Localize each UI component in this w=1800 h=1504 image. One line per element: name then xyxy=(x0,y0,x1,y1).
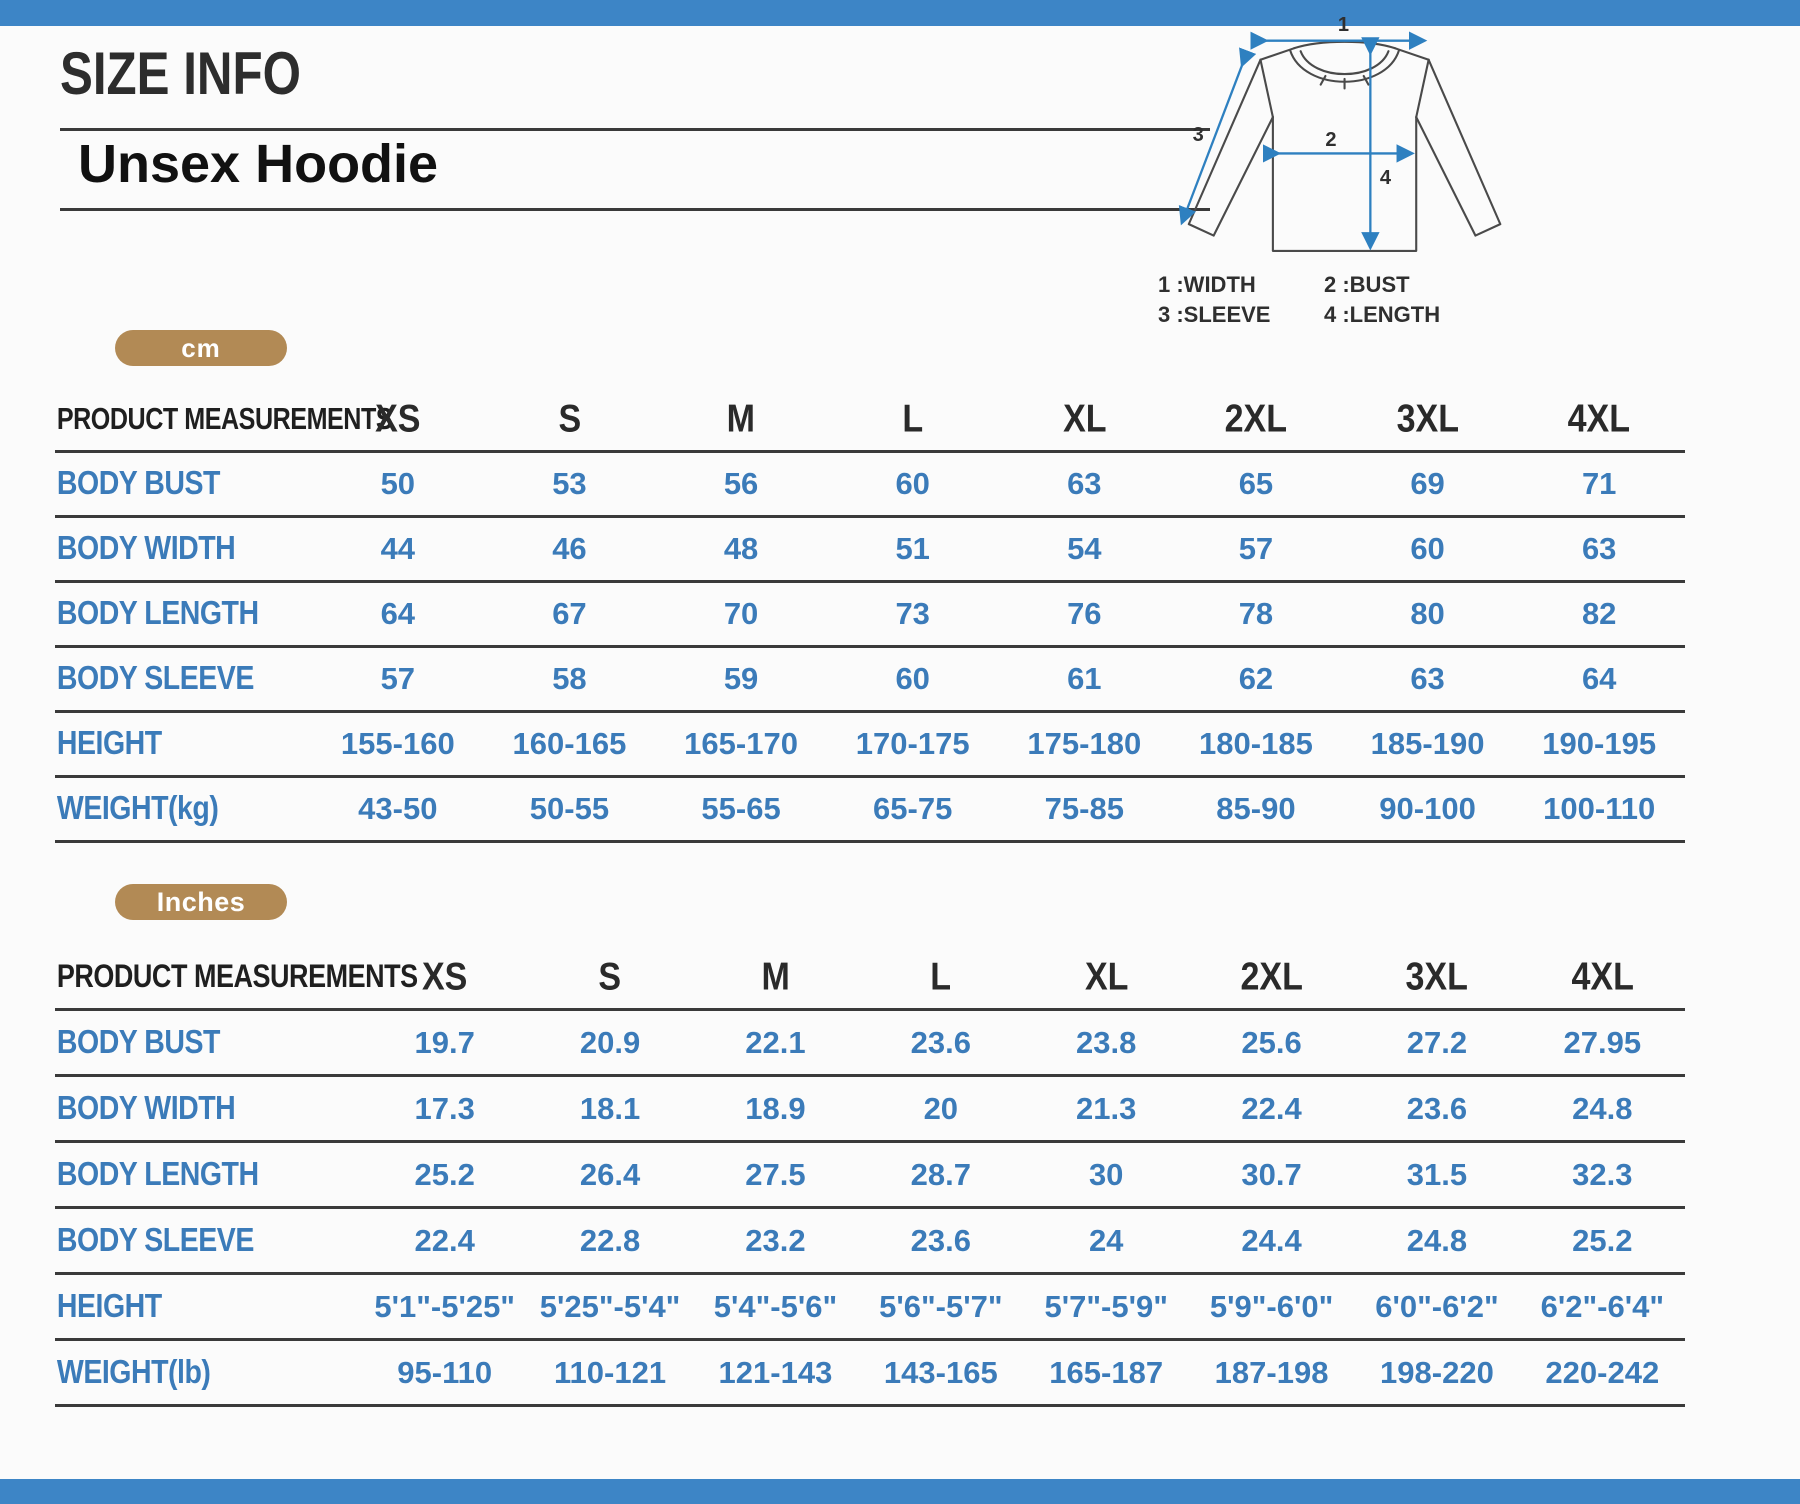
size-value-cell: 5'1"-5'25" xyxy=(374,1288,516,1324)
size-value-cell: 60 xyxy=(895,466,930,501)
size-value-cell: 71 xyxy=(1581,466,1617,501)
size-value-cell: 23.6 xyxy=(910,1222,971,1258)
hoodie-measurement-diagram xyxy=(1120,12,1550,270)
table-row xyxy=(55,583,1685,648)
size-column-header: XS xyxy=(375,396,421,440)
size-value-cell: 22.4 xyxy=(1241,1090,1302,1126)
unit-badge-inches: Inches xyxy=(115,884,287,920)
table-header-row xyxy=(55,946,1685,1011)
size-value-cell: 24 xyxy=(1088,1222,1124,1258)
size-value-cell: 17.3 xyxy=(414,1090,475,1126)
size-column-header: 3XL xyxy=(1405,954,1469,998)
size-value-cell: 62 xyxy=(1238,661,1274,696)
table-row xyxy=(55,453,1685,518)
size-column-header: XL xyxy=(1084,954,1128,998)
size-value-cell: 24.4 xyxy=(1241,1222,1302,1258)
size-column-header: 4XL xyxy=(1567,396,1631,440)
size-value-cell: 187-198 xyxy=(1214,1354,1329,1390)
size-column-header: L xyxy=(902,396,924,440)
marker-2: 2 xyxy=(1325,128,1337,151)
size-column-header: 2XL xyxy=(1224,396,1288,440)
measurements-column-header: PRODUCT MEASUREMENTS xyxy=(56,958,418,995)
size-value-cell: 63 xyxy=(1410,661,1445,696)
size-value-cell: 20.9 xyxy=(579,1024,641,1060)
measurement-legend xyxy=(1158,272,1440,328)
size-value-cell: 22.8 xyxy=(579,1222,641,1258)
row-label: BODY LENGTH xyxy=(56,1155,259,1193)
size-value-cell: 23.2 xyxy=(745,1222,806,1258)
size-value-cell: 82 xyxy=(1581,596,1617,631)
size-value-cell: 19.7 xyxy=(414,1024,475,1060)
size-value-cell: 155-160 xyxy=(340,726,455,761)
size-value-cell: 60 xyxy=(895,661,930,696)
row-label: BODY BUST xyxy=(56,1023,220,1061)
size-grid xyxy=(55,946,1685,1407)
measurement-arrows xyxy=(1182,41,1424,247)
row-label: WEIGHT(kg) xyxy=(56,790,219,827)
size-value-cell: 27.5 xyxy=(745,1156,806,1192)
size-value-cell: 44 xyxy=(380,531,416,566)
size-value-cell: 143-165 xyxy=(883,1354,998,1390)
product-name-rule-bottom xyxy=(60,208,1210,211)
size-value-cell: 24.8 xyxy=(1406,1222,1468,1258)
row-label: BODY WIDTH xyxy=(56,530,236,567)
size-column-header: M xyxy=(726,396,756,440)
size-value-cell: 110-121 xyxy=(554,1354,667,1390)
legend-item-bust: 2 :BUST xyxy=(1324,272,1410,297)
legend-item-length: 4 :LENGTH xyxy=(1324,302,1441,327)
measurements-column-header: PRODUCT MEASUREMENTS xyxy=(56,401,393,436)
size-value-cell: 57 xyxy=(380,661,416,696)
size-value-cell: 59 xyxy=(723,661,759,696)
size-grid xyxy=(55,388,1685,843)
size-value-cell: 73 xyxy=(895,596,930,631)
size-value-cell: 48 xyxy=(723,531,759,566)
size-column-header: L xyxy=(930,954,952,998)
legend-item-sleeve: 3 :SLEEVE xyxy=(1158,302,1271,327)
size-value-cell: 5'4"-5'6" xyxy=(713,1288,838,1324)
size-value-cell: 69 xyxy=(1410,466,1445,501)
unit-badge-cm: cm xyxy=(115,330,287,366)
row-label: BODY BUST xyxy=(56,465,220,502)
size-value-cell: 23.6 xyxy=(910,1024,971,1060)
size-column-header: XL xyxy=(1062,396,1107,440)
row-label: HEIGHT xyxy=(56,1287,162,1325)
table-row xyxy=(55,778,1685,843)
size-value-cell: 58 xyxy=(552,661,587,696)
size-column-header: M xyxy=(761,954,790,998)
size-value-cell: 198-220 xyxy=(1380,1354,1494,1390)
size-value-cell: 51 xyxy=(895,531,930,566)
size-value-cell: 20 xyxy=(923,1090,959,1126)
size-value-cell: 65 xyxy=(1238,466,1274,501)
size-value-cell: 25.2 xyxy=(1572,1222,1633,1258)
size-value-cell: 27.2 xyxy=(1406,1024,1468,1060)
size-value-cell: 55-65 xyxy=(701,791,781,826)
size-value-cell: 32.3 xyxy=(1572,1156,1633,1192)
size-value-cell: 23.6 xyxy=(1406,1090,1468,1126)
page-title: SIZE INFO xyxy=(60,39,301,108)
table-row xyxy=(55,1209,1685,1275)
size-value-cell: 23.8 xyxy=(1076,1024,1137,1060)
row-label: BODY SLEEVE xyxy=(56,660,254,697)
size-value-cell: 95-110 xyxy=(397,1354,493,1390)
row-label: BODY LENGTH xyxy=(56,595,259,632)
size-value-cell: 43-50 xyxy=(358,791,438,826)
size-value-cell: 90-100 xyxy=(1379,791,1476,826)
row-label: BODY WIDTH xyxy=(56,1089,236,1127)
size-value-cell: 30 xyxy=(1088,1156,1124,1192)
size-value-cell: 25.6 xyxy=(1241,1024,1302,1060)
size-value-cell: 18.1 xyxy=(579,1090,641,1126)
size-value-cell: 121-143 xyxy=(718,1354,833,1390)
size-value-cell: 64 xyxy=(380,596,416,631)
row-label: WEIGHT(lb) xyxy=(56,1353,211,1391)
table-row xyxy=(55,518,1685,583)
size-value-cell: 80 xyxy=(1410,596,1445,631)
size-value-cell: 190-195 xyxy=(1542,726,1657,761)
row-label: HEIGHT xyxy=(56,725,162,762)
product-name-rule-top xyxy=(60,128,1210,131)
size-value-cell: 5'6"-5'7" xyxy=(879,1288,1003,1324)
size-value-cell: 160-165 xyxy=(512,726,627,761)
size-value-cell: 6'0"-6'2" xyxy=(1375,1288,1499,1324)
table-row xyxy=(55,1077,1685,1143)
size-value-cell: 28.7 xyxy=(910,1156,971,1192)
size-column-header: 4XL xyxy=(1571,954,1634,998)
size-column-header: 3XL xyxy=(1396,396,1459,440)
size-value-cell: 170-175 xyxy=(855,726,970,761)
size-value-cell: 6'2"-6'4" xyxy=(1540,1288,1665,1324)
marker-4: 4 xyxy=(1379,167,1392,189)
table-row xyxy=(55,1143,1685,1209)
size-value-cell: 5'9"-6'0" xyxy=(1209,1288,1334,1324)
size-value-cell: 27.95 xyxy=(1563,1024,1642,1060)
size-value-cell: 180-185 xyxy=(1199,726,1313,761)
legend-item-width: 1 :WIDTH xyxy=(1158,272,1256,297)
size-value-cell: 5'25"-5'4" xyxy=(539,1288,681,1324)
size-value-cell: 220-242 xyxy=(1545,1354,1660,1390)
table-row xyxy=(55,1341,1685,1407)
size-value-cell: 30.7 xyxy=(1241,1156,1302,1192)
size-value-cell: 165-170 xyxy=(684,726,798,761)
row-label: BODY SLEEVE xyxy=(56,1221,254,1259)
hoodie-outline-drawing xyxy=(1189,42,1501,251)
size-value-cell: 26.4 xyxy=(579,1156,641,1192)
size-value-cell: 60 xyxy=(1410,531,1445,566)
size-value-cell: 31.5 xyxy=(1406,1156,1468,1192)
size-value-cell: 65-75 xyxy=(873,791,953,826)
size-value-cell: 165-187 xyxy=(1049,1354,1164,1390)
marker-1: 1 xyxy=(1337,14,1350,37)
size-value-cell: 64 xyxy=(1581,661,1617,696)
size-column-header: S xyxy=(598,954,622,998)
size-value-cell: 50 xyxy=(380,466,416,501)
product-name: Unsex Hoodie xyxy=(78,134,439,194)
size-value-cell: 85-90 xyxy=(1216,791,1296,826)
size-value-cell: 75-85 xyxy=(1044,791,1124,826)
size-value-cell: 70 xyxy=(723,596,759,631)
size-value-cell: 100-110 xyxy=(1543,791,1656,826)
size-value-cell: 67 xyxy=(552,596,587,631)
size-value-cell: 22.4 xyxy=(414,1222,475,1258)
size-value-cell: 24.8 xyxy=(1572,1090,1633,1126)
table-row xyxy=(55,1275,1685,1341)
marker-3: 3 xyxy=(1192,124,1204,146)
size-value-cell: 22.1 xyxy=(745,1024,806,1060)
size-value-cell: 53 xyxy=(552,466,587,501)
size-value-cell: 50-55 xyxy=(529,791,610,826)
size-value-cell: 63 xyxy=(1581,531,1617,566)
size-column-header: 2XL xyxy=(1240,954,1303,998)
size-value-cell: 76 xyxy=(1067,596,1102,631)
size-value-cell: 25.2 xyxy=(414,1156,475,1192)
size-value-cell: 57 xyxy=(1238,531,1274,566)
size-value-cell: 56 xyxy=(723,466,759,501)
table-row xyxy=(55,713,1685,778)
size-value-cell: 46 xyxy=(552,531,587,566)
size-value-cell: 63 xyxy=(1067,466,1102,501)
size-value-cell: 18.9 xyxy=(745,1090,806,1126)
table-header-row xyxy=(55,388,1685,453)
size-value-cell: 185-190 xyxy=(1370,726,1485,761)
size-value-cell: 5'7"-5'9" xyxy=(1044,1288,1168,1324)
table-row xyxy=(55,1011,1685,1077)
bottom-border-bar xyxy=(0,1479,1800,1504)
table-row xyxy=(55,648,1685,713)
size-column-header: S xyxy=(558,396,581,440)
size-value-cell: 54 xyxy=(1067,531,1102,566)
size-value-cell: 21.3 xyxy=(1076,1090,1137,1126)
size-value-cell: 78 xyxy=(1238,596,1274,631)
size-value-cell: 175-180 xyxy=(1027,726,1142,761)
size-value-cell: 61 xyxy=(1067,661,1102,696)
size-column-header: XS xyxy=(421,954,468,998)
